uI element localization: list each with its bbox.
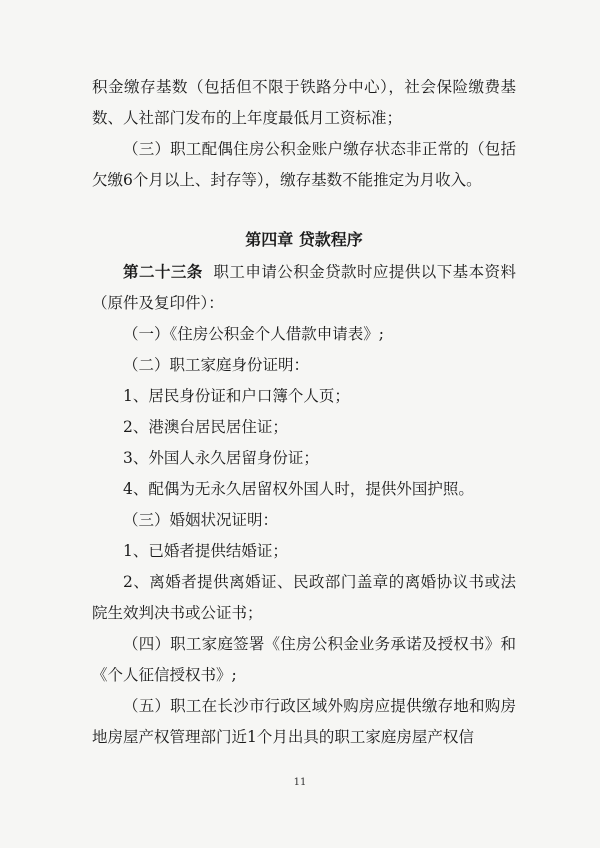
list-item: 3、外国人永久居留身份证； <box>123 449 319 467</box>
list-item: 2、离婚者提供离婚证、民政部门盖章的离婚协议书或法院生效判决书或公证书； <box>92 573 516 622</box>
list-item: 1、居民身份证和户口簿个人页； <box>123 387 350 405</box>
list-item: 4、配偶为无永久居留权外国人时，提供外国护照。 <box>123 480 474 498</box>
list-item: （二）职工家庭身份证明： <box>123 356 310 374</box>
paragraph-item-3-spouse: （三）职工配偶住房公积金账户缴存状态非正常的（包括欠缴6个月以上、封存等），缴存基数不能推定为月收入。 <box>92 140 516 189</box>
list-item: （三）婚姻状况证明： <box>123 511 279 529</box>
list-item: （五）职工在长沙市行政区域外购房应提供缴存地和购房地房屋产权管理部门近1个月出具的职工家庭房屋产权信 <box>92 697 516 746</box>
list-item: 1、已婚者提供结婚证； <box>123 542 288 560</box>
list-item: （一）《住房公积金个人借款申请表》; <box>123 325 384 343</box>
article-23 <box>92 257 516 319</box>
document-body <box>92 72 516 753</box>
list-item: 2、港澳台居民居住证； <box>123 418 288 436</box>
page-number: 11 <box>293 777 307 788</box>
list-item: （四）职工家庭签署《住房公积金业务承诺及授权书》和《个人征信授权书》; <box>92 635 516 684</box>
article-text: 职工申请公积金贷款时应提供以下基本资料（原件及复印件）： <box>92 263 516 312</box>
article-number: 第二十三条 <box>123 263 203 281</box>
chapter-title: 第四章 贷款程序 <box>245 230 363 249</box>
paragraph-continuation: 积金缴存基数（包括但不限于铁路分中心），社会保险缴费基数、人社部门发布的上年度最低月工资标准； <box>92 78 516 127</box>
